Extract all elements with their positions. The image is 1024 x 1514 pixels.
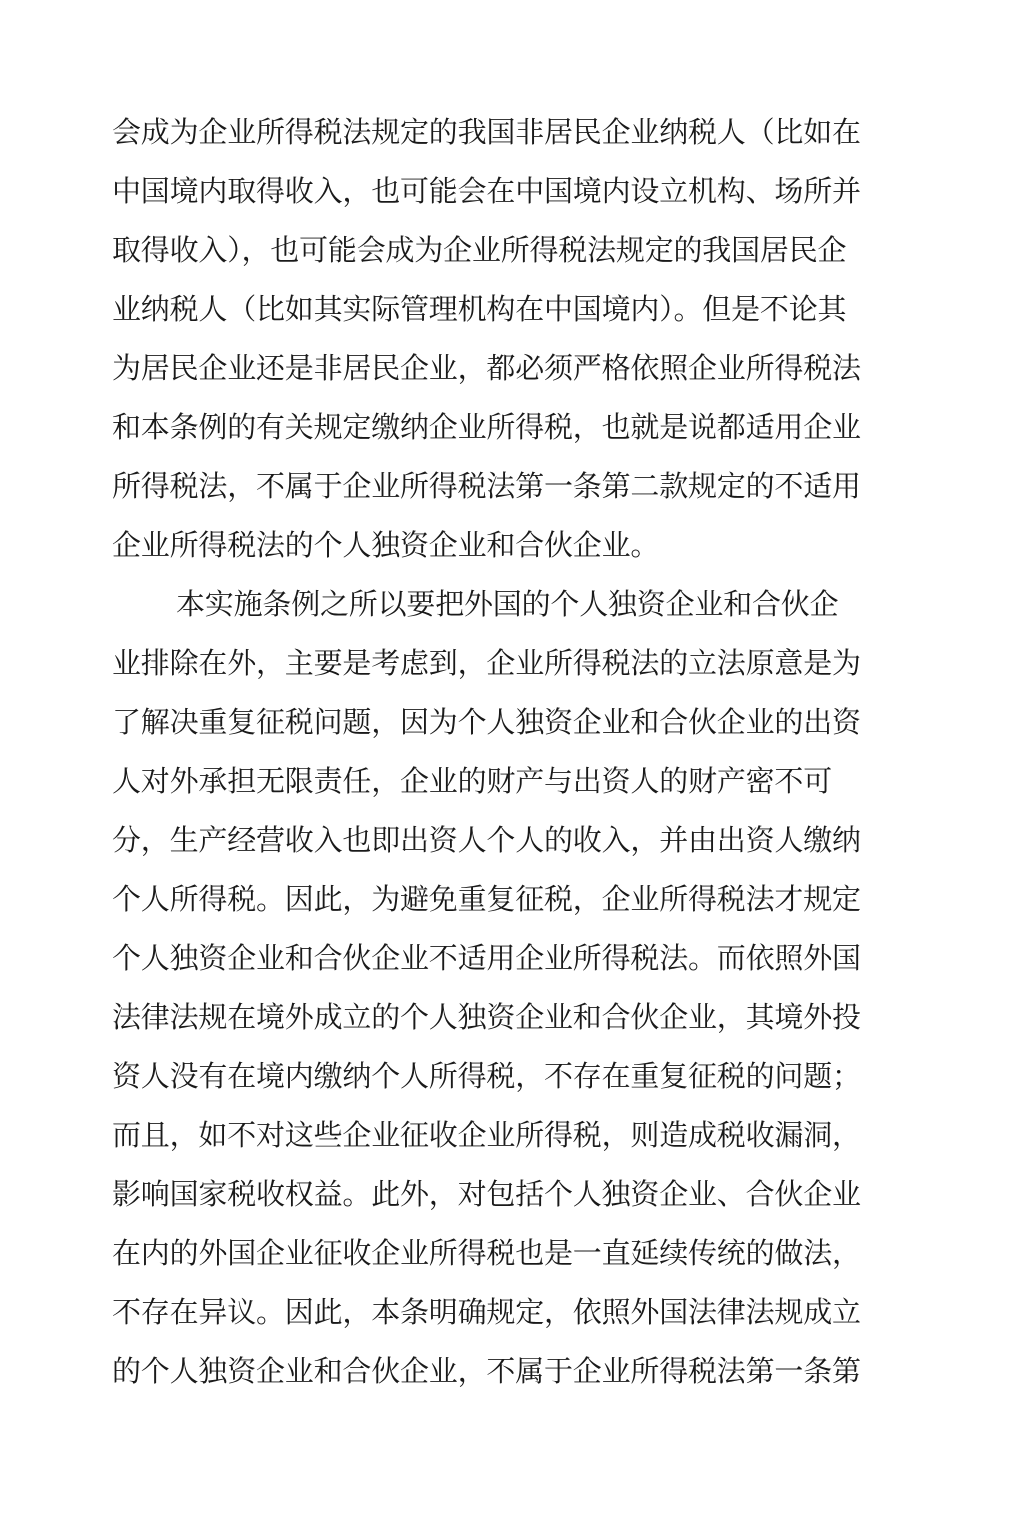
text-line: 而且，如不对这些企业征收企业所得税，则造成税收漏洞， <box>112 1118 861 1152</box>
document-body <box>112 103 892 1401</box>
text-line: 的个人独资企业和合伙企业，不属于企业所得税法第一条第 <box>112 1354 861 1388</box>
text-line: 中国境内取得收入，也可能会在中国境内设立机构、场所并 <box>112 174 861 208</box>
text-line: 资人没有在境内缴纳个人所得税，不存在重复征税的问题； <box>112 1059 861 1093</box>
text-line: 了解决重复征税问题，因为个人独资企业和合伙企业的出资 <box>112 705 861 739</box>
text-line: 业纳税人（比如其实际管理机构在中国境内）。但是不论其 <box>112 292 847 326</box>
text-line: 和本条例的有关规定缴纳企业所得税，也就是说都适用企业 <box>112 410 861 444</box>
text-line: 不存在异议。因此，本条明确规定，依照外国法律法规成立 <box>112 1295 861 1329</box>
text-line: 分，生产经营收入也即出资人个人的收入，并由出资人缴纳 <box>112 823 861 857</box>
text-line: 为居民企业还是非居民企业，都必须严格依照企业所得税法 <box>112 351 861 385</box>
text-line: 取得收入），也可能会成为企业所得税法规定的我国居民企 <box>112 233 847 267</box>
text-line: 影响国家税收权益。此外，对包括个人独资企业、合伙企业 <box>112 1177 861 1211</box>
text-line: 个人独资企业和合伙企业不适用企业所得税法。而依照外国 <box>112 941 861 975</box>
text-line: 所得税法，不属于企业所得税法第一条第二款规定的不适用 <box>112 469 861 503</box>
text-line: 业排除在外，主要是考虑到，企业所得税法的立法原意是为 <box>112 646 861 680</box>
text-line: 个人所得税。因此，为避免重复征税，企业所得税法才规定 <box>112 882 861 916</box>
text-line: 法律法规在境外成立的个人独资企业和合伙企业，其境外投 <box>112 1000 861 1034</box>
text-line: 在内的外国企业征收企业所得税也是一直延续传统的做法， <box>112 1236 861 1270</box>
text-line: 企业所得税法的个人独资企业和合伙企业。 <box>112 528 660 562</box>
text-line: 人对外承担无限责任，企业的财产与出资人的财产密不可 <box>112 764 833 798</box>
text-line: 会成为企业所得税法规定的我国非居民企业纳税人（比如在 <box>112 115 861 149</box>
paragraph-first-line: 本实施条例之所以要把外国的个人独资企业和合伙企 <box>176 587 839 621</box>
